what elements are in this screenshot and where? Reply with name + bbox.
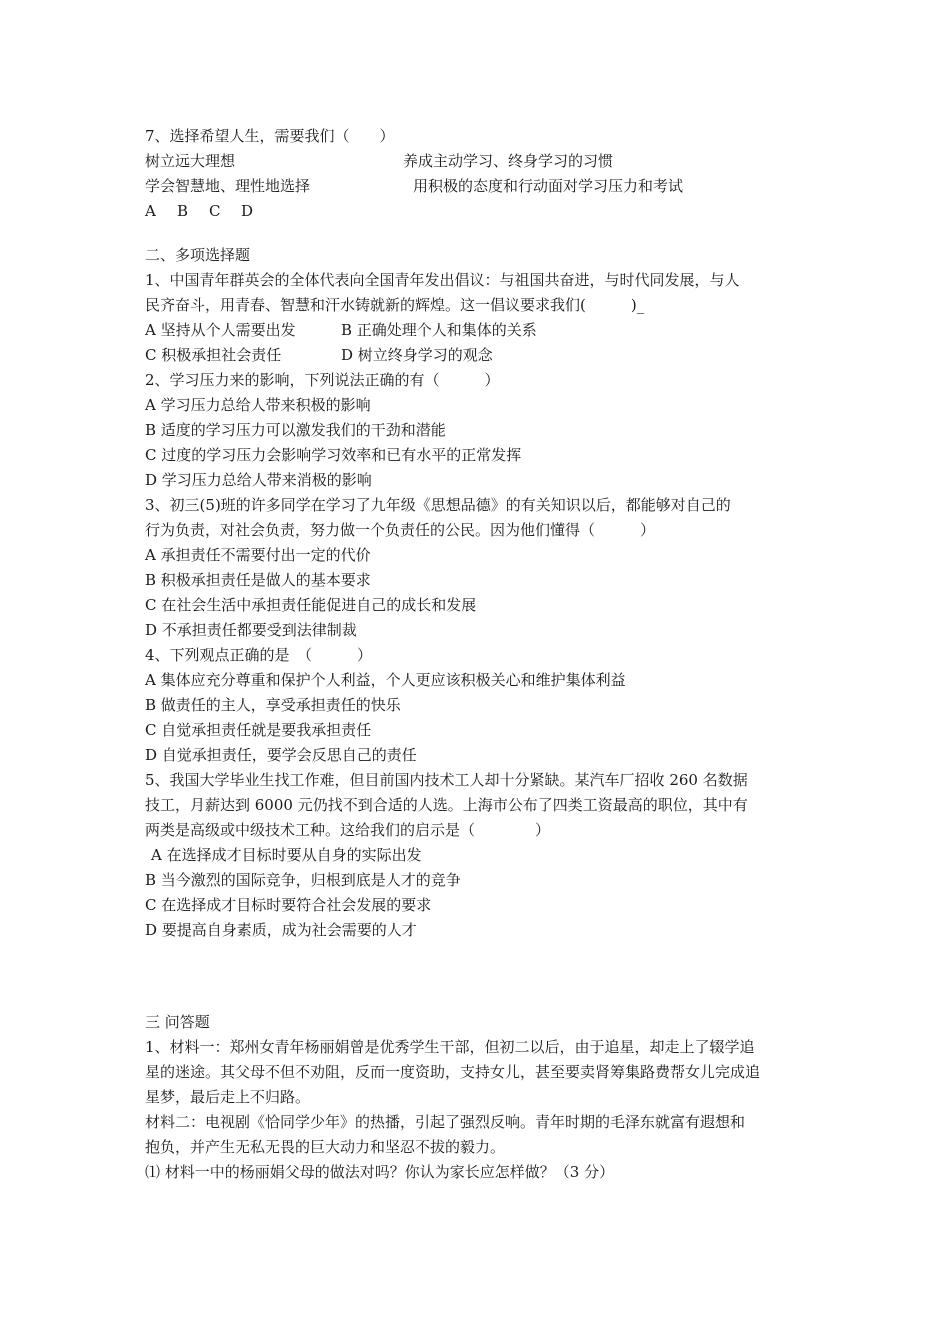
s2-q1-option-d: D 树立终身学习的观念	[341, 346, 493, 364]
s2-q5-line3: 两类是高级或中级技术工种。这给我们的启示是（ ）	[145, 821, 551, 839]
q7-option-2: 养成主动学习、终身学习的习惯	[403, 152, 614, 170]
s2-q3-option-b: B 积极承担责任是做人的基本要求	[145, 571, 371, 589]
s2-q2-option-a: A 学习压力总给人带来积极的影响	[145, 396, 371, 414]
s2-q3-line1: 3、初三(5)班的许多同学在学习了九年级《思想品德》的有关知识以后，都能够对自己的	[145, 496, 731, 514]
s2-q1-line2: 民齐奋斗，用青春、智慧和汗水铸就新的辉煌。这一倡议要求我们( )_	[145, 296, 645, 314]
q7-letter-a: A	[145, 202, 156, 220]
s2-q3-option-c: C 在社会生活中承担责任能促进自己的成长和发展	[145, 596, 477, 614]
q7-stem: 7、选择希望人生，需要我们（ ）	[145, 127, 395, 145]
s2-q5-line1: 5、我国大学毕业生找工作难，但目前国内技术工人却十分紧缺。某汽车厂招收 260 名数据	[145, 771, 748, 789]
s2-q3-option-a: A 承担责任不需要付出一定的代价	[145, 546, 371, 564]
section2-heading: 二、多项选择题	[145, 246, 251, 264]
document-page	[145, 124, 810, 1185]
s3-q1-question: ⑴ 材料一中的杨丽娟父母的做法对吗？你认为家长应怎样做？（3 分）	[145, 1163, 615, 1181]
s2-q5-option-b: B 当今激烈的国际竞争，归根到底是人才的竞争	[145, 871, 461, 889]
s3-q1-line3: 星梦，最后走上不归路。	[145, 1088, 311, 1106]
s2-q5-option-d: D 要提高自身素质，成为社会需要的人才	[145, 921, 417, 939]
section3-heading: 三 问答题	[145, 1013, 210, 1031]
s2-q2-option-d: D 学习压力总给人带来消极的影响	[145, 471, 372, 489]
s2-q5-line2: 技工，月薪达到 6000 元仍找不到合适的人选。上海市公布了四类工资最高的职位，其中有	[145, 796, 748, 814]
s2-q4-option-b: B 做责任的主人，享受承担责任的快乐	[145, 696, 401, 714]
s2-q1-options-row-2	[145, 343, 810, 368]
q7-option-3: 学会智慧地、理性地选择	[145, 177, 311, 195]
s2-q1-options-row-1	[145, 318, 810, 343]
q7-letter-d: D	[241, 202, 254, 220]
s3-q1-line4: 材料二：电视剧《恰同学少年》的热播，引起了强烈反响。青年时期的毛泽东就富有遐想和	[145, 1113, 746, 1131]
q7-options-row-2	[145, 174, 810, 199]
s2-q1-line1: 1、中国青年群英会的全体代表向全国青年发出倡议：与祖国共奋进，与时代同发展，与人	[145, 271, 740, 289]
q7-answer-letters	[145, 199, 810, 224]
s3-q1-line5: 抱负，并产生无私无畏的巨大动力和坚忍不拔的毅力。	[145, 1138, 506, 1156]
s2-q4-option-a: A 集体应充分尊重和保护个人利益，个人更应该积极关心和维护集体利益	[145, 671, 626, 689]
s2-q5-option-c: C 在选择成才目标时要符合社会发展的要求	[145, 896, 432, 914]
q7-option-4: 用积极的态度和行动面对学习压力和考试	[413, 177, 684, 195]
s3-q1-line2: 星的迷途。其父母不但不劝阻，反而一度资助，支持女儿，甚至要卖肾筹集路费帮女儿完成追	[145, 1063, 761, 1081]
s2-q3-line2: 行为负责，对社会负责，努力做一个负责任的公民。因为他们懂得（ ）	[145, 521, 656, 539]
s2-q1-option-a: A 坚持从个人需要出发	[145, 321, 296, 339]
s2-q1-option-b: B 正确处理个人和集体的关系	[341, 321, 537, 339]
s2-q2-option-b: B 适度的学习压力可以激发我们的干劲和潜能	[145, 421, 446, 439]
s2-q4-stem: 4、下列观点正确的是 （ ）	[145, 646, 373, 664]
s3-q1-line1: 1、材料一：郑州女青年杨丽娟曾是优秀学生干部，但初二以后，由于追星，却走上了辍学追	[145, 1038, 755, 1056]
s2-q2-option-c: C 过度的学习压力会影响学习效率和已有水平的正常发挥	[145, 446, 522, 464]
s2-q3-option-d: D 不承担责任都要受到法律制裁	[145, 621, 357, 639]
s2-q2-stem: 2、学习压力来的影响，下列说法正确的有（ ）	[145, 371, 500, 389]
s2-q4-option-d: D 自觉承担责任，要学会反思自己的责任	[145, 746, 417, 764]
q7-letter-b: B	[177, 202, 189, 220]
q7-letter-c: C	[209, 202, 221, 220]
q7-option-1: 树立远大理想	[145, 152, 236, 170]
q7-options-row-1	[145, 149, 810, 174]
s2-q1-option-c: C 积极承担社会责任	[145, 346, 282, 364]
s2-q5-option-a: A 在选择成才目标时要从自身的实际出发	[151, 846, 422, 864]
s2-q4-option-c: C 自觉承担责任就是要我承担责任	[145, 721, 372, 739]
